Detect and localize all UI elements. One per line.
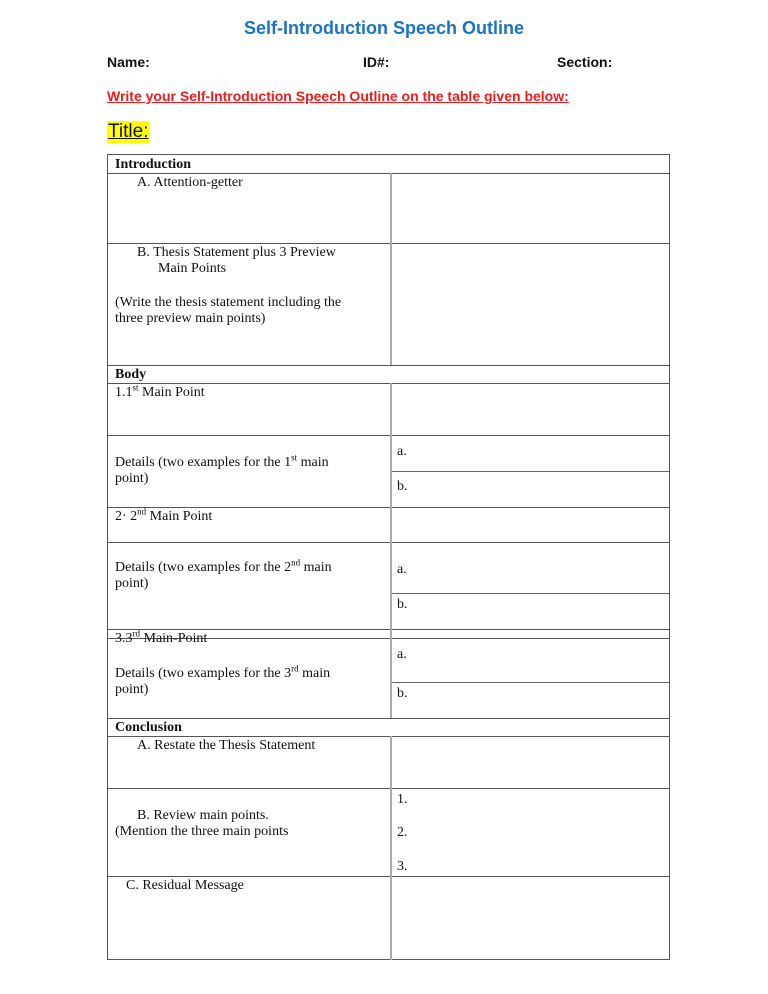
label-text: Main Point: [146, 509, 213, 524]
superscript: st: [132, 382, 139, 393]
detail-1a-field[interactable]: a.: [397, 444, 407, 459]
restate-thesis-label: A. Restate the Thesis Statement: [137, 738, 316, 753]
divider: [391, 593, 669, 594]
divider: [108, 173, 669, 174]
review-main-points-note: (Mention the three main points: [115, 824, 289, 839]
attention-getter-field[interactable]: [394, 175, 664, 241]
label-text: 1.1: [115, 385, 133, 400]
divider: [391, 682, 669, 683]
divider: [108, 718, 669, 719]
main-point-2-field[interactable]: [394, 509, 664, 540]
detail-2b-field[interactable]: b.: [397, 597, 408, 612]
divider: [108, 383, 669, 384]
label-text: point): [115, 576, 149, 591]
thesis-note-line1: (Write the thesis statement including the: [115, 295, 342, 310]
divider: [108, 876, 669, 877]
outline-table: [107, 154, 670, 960]
divider: [108, 243, 669, 244]
name-label: Name:: [107, 54, 150, 70]
section-heading-body: Body: [115, 367, 147, 382]
superscript: rd: [291, 663, 299, 674]
label-text: point): [115, 682, 149, 697]
divider: [108, 365, 669, 366]
detail-1b-field[interactable]: b.: [397, 479, 408, 494]
label-text: 2· 2: [115, 509, 138, 524]
label-text: Details (two examples for the 1: [115, 455, 292, 470]
divider: [108, 542, 669, 543]
detail-3b-field[interactable]: b.: [397, 686, 408, 701]
details-1-label: [115, 452, 329, 487]
residual-message-field[interactable]: [394, 878, 664, 958]
section-heading-introduction: Introduction: [115, 157, 191, 172]
label-text: Details (two examples for the 2: [115, 560, 292, 575]
main-point-3-label: [115, 628, 208, 647]
label-text: Main-Point: [140, 631, 208, 646]
details-3-label: [115, 663, 331, 698]
id-label: ID#:: [363, 54, 390, 70]
restate-thesis-field[interactable]: [394, 738, 664, 786]
column-divider: [390, 173, 392, 365]
label-text: main: [298, 666, 331, 681]
superscript: nd: [137, 506, 147, 517]
divider: [391, 471, 669, 472]
review-point-2-field[interactable]: 2.: [397, 825, 408, 840]
details-2-label: [115, 557, 332, 592]
label-text: main: [297, 455, 329, 470]
divider: [108, 507, 669, 508]
section-heading-conclusion: Conclusion: [115, 720, 182, 735]
divider: [108, 736, 669, 737]
superscript: nd: [291, 557, 301, 568]
divider: [108, 435, 669, 436]
superscript: rd: [132, 628, 140, 639]
review-point-3-field[interactable]: 3.: [397, 859, 408, 874]
divider: [108, 788, 669, 789]
thesis-label-line1: B. Thesis Statement plus 3 Preview: [137, 245, 336, 260]
label-text: Details (two examples for the 3: [115, 666, 292, 681]
label-text: Main Point: [138, 385, 205, 400]
review-point-1-field[interactable]: 1.: [397, 792, 408, 807]
detail-2a-field[interactable]: a.: [397, 562, 407, 577]
attention-getter-label: A. Attention-getter: [137, 175, 243, 190]
label-text: point): [115, 471, 149, 486]
label-text: 3.3: [115, 631, 133, 646]
thesis-label-line2: Main Points: [158, 261, 227, 276]
thesis-field[interactable]: [394, 245, 664, 363]
residual-message-label: C. Residual Message: [126, 878, 244, 893]
detail-3a-field[interactable]: a.: [397, 647, 407, 662]
main-point-1-field[interactable]: [394, 385, 664, 433]
superscript: st: [291, 452, 298, 463]
column-divider: [390, 736, 392, 960]
title-label: Title:: [108, 121, 149, 142]
instruction-text: Write your Self-Introduction Speech Outline on the table given below:: [107, 88, 569, 104]
main-point-1-label: [115, 382, 205, 401]
label-text: main: [300, 560, 332, 575]
main-point-2-label: [115, 506, 213, 525]
column-divider: [390, 383, 392, 718]
document-title: Self-Introduction Speech Outline: [243, 18, 524, 38]
review-main-points-label: B. Review main points.: [137, 808, 269, 823]
divider: [108, 629, 669, 630]
section-label: Section:: [557, 54, 613, 70]
thesis-note-line2: three preview main points): [115, 311, 266, 326]
